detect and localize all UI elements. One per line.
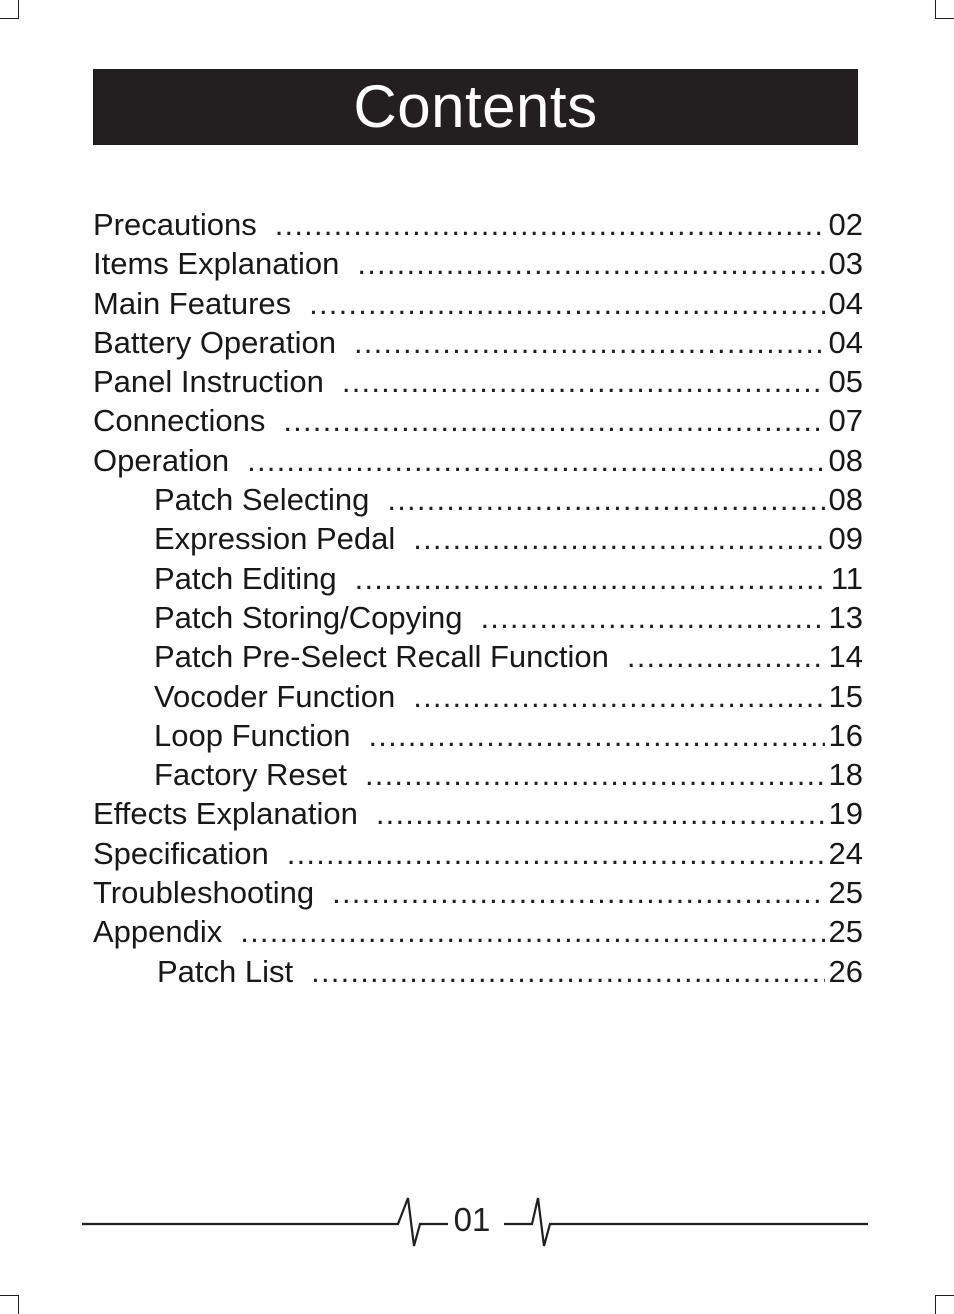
- crop-mark-bottom-right: [935, 1295, 954, 1314]
- toc-entry: [93, 873, 863, 912]
- toc-entry-page: 08: [828, 442, 863, 478]
- toc-entry: [93, 323, 863, 362]
- toc-entry: [93, 401, 863, 440]
- toc-entry: [93, 205, 863, 244]
- toc-entry-page: 19: [828, 796, 863, 832]
- toc-leader-dots: [332, 873, 824, 912]
- toc-entry-label: Patch Pre-Select Recall Function: [154, 639, 609, 675]
- toc-leader-dots: [627, 637, 825, 676]
- toc-leader-dots: [357, 244, 824, 283]
- toc-entry-label: Main Features: [93, 285, 292, 321]
- toc-entry-label: Operation: [93, 442, 230, 478]
- toc-entry-label: Effects Explanation: [93, 796, 358, 832]
- toc-entry-page: 05: [828, 364, 863, 400]
- toc-entry: [93, 284, 863, 323]
- toc-entry: [93, 637, 863, 676]
- toc-leader-dots: [311, 952, 824, 991]
- toc-entry-page: 08: [828, 482, 863, 518]
- toc-entry-page: 11: [830, 560, 863, 596]
- toc-entry-label: Patch Storing/Copying: [154, 599, 463, 635]
- toc-entry: [93, 598, 863, 637]
- toc-entry-label: Items Explanation: [93, 246, 340, 282]
- toc-entry-page: 26: [828, 953, 863, 989]
- toc-entry: [93, 677, 863, 716]
- toc-entry-page: 24: [828, 835, 863, 871]
- toc-entry-label: Factory Reset: [154, 757, 347, 793]
- toc-entry-label: Patch Selecting: [154, 482, 370, 518]
- toc-entry: [93, 244, 863, 283]
- crop-mark-bottom-left: [0, 1295, 19, 1314]
- toc-leader-dots: [354, 323, 825, 362]
- toc-entry-label: Patch Editing: [154, 560, 337, 596]
- toc-entry-page: 25: [828, 914, 863, 950]
- toc-entry: [93, 441, 863, 480]
- toc-entry-label: Expression Pedal: [154, 521, 396, 557]
- toc-entry: [93, 794, 863, 833]
- toc-entry-label: Loop Function: [154, 717, 351, 753]
- toc-entry-page: 13: [828, 599, 863, 635]
- toc-entry: [93, 716, 863, 755]
- toc-entry-page: 04: [828, 324, 863, 360]
- toc-entry-page: 18: [828, 757, 863, 793]
- table-of-contents: [93, 205, 863, 991]
- toc-entry-page: 25: [828, 875, 863, 911]
- crop-mark-top-left: [0, 0, 19, 19]
- toc-leader-dots: [413, 519, 824, 558]
- toc-entry: [93, 952, 863, 991]
- page-title: Contents: [353, 73, 598, 140]
- toc-entry-label: Connections: [93, 403, 266, 439]
- toc-leader-dots: [240, 912, 824, 951]
- toc-leader-dots: [480, 598, 824, 637]
- toc-entry-label: Appendix: [93, 914, 223, 950]
- toc-entry-label: Battery Operation: [93, 324, 336, 360]
- page-number: 01: [453, 1201, 491, 1238]
- toc-entry: [93, 519, 863, 558]
- toc-entry-page: 03: [828, 246, 863, 282]
- crop-mark-top-right: [935, 0, 954, 19]
- toc-entry-page: 07: [828, 403, 863, 439]
- toc-entry-page: 15: [828, 678, 863, 714]
- toc-entry: [93, 912, 863, 951]
- toc-entry-label: Troubleshooting: [93, 875, 315, 911]
- toc-entry-label: Vocoder Function: [154, 678, 396, 714]
- toc-entry: [93, 362, 863, 401]
- toc-leader-dots: [387, 480, 824, 519]
- toc-entry: [93, 480, 863, 519]
- toc-leader-dots: [413, 677, 824, 716]
- toc-entry-page: 14: [828, 639, 863, 675]
- title-banner: [93, 69, 858, 145]
- toc-entry-page: 16: [828, 717, 863, 753]
- page-footer: [80, 1190, 870, 1250]
- toc-entry-page: 09: [828, 521, 863, 557]
- toc-leader-dots: [368, 716, 824, 755]
- toc-leader-dots: [287, 834, 825, 873]
- toc-leader-dots: [283, 401, 824, 440]
- toc-entry-label: Panel Instruction: [93, 364, 324, 400]
- toc-entry-label: Specification: [93, 835, 269, 871]
- toc-leader-dots: [309, 284, 824, 323]
- toc-leader-dots: [275, 205, 825, 244]
- toc-entry: [93, 834, 863, 873]
- toc-entry: [93, 755, 863, 794]
- toc-entry-page: 04: [828, 285, 863, 321]
- toc-entry: [93, 559, 863, 598]
- toc-leader-dots: [342, 362, 825, 401]
- toc-leader-dots: [365, 755, 825, 794]
- toc-entry-label: Precautions: [93, 207, 257, 242]
- toc-entry-label: Patch List: [157, 953, 294, 989]
- toc-leader-dots: [355, 559, 827, 598]
- toc-leader-dots: [247, 441, 824, 480]
- toc-leader-dots: [376, 794, 825, 833]
- toc-entry-page: 02: [828, 207, 863, 242]
